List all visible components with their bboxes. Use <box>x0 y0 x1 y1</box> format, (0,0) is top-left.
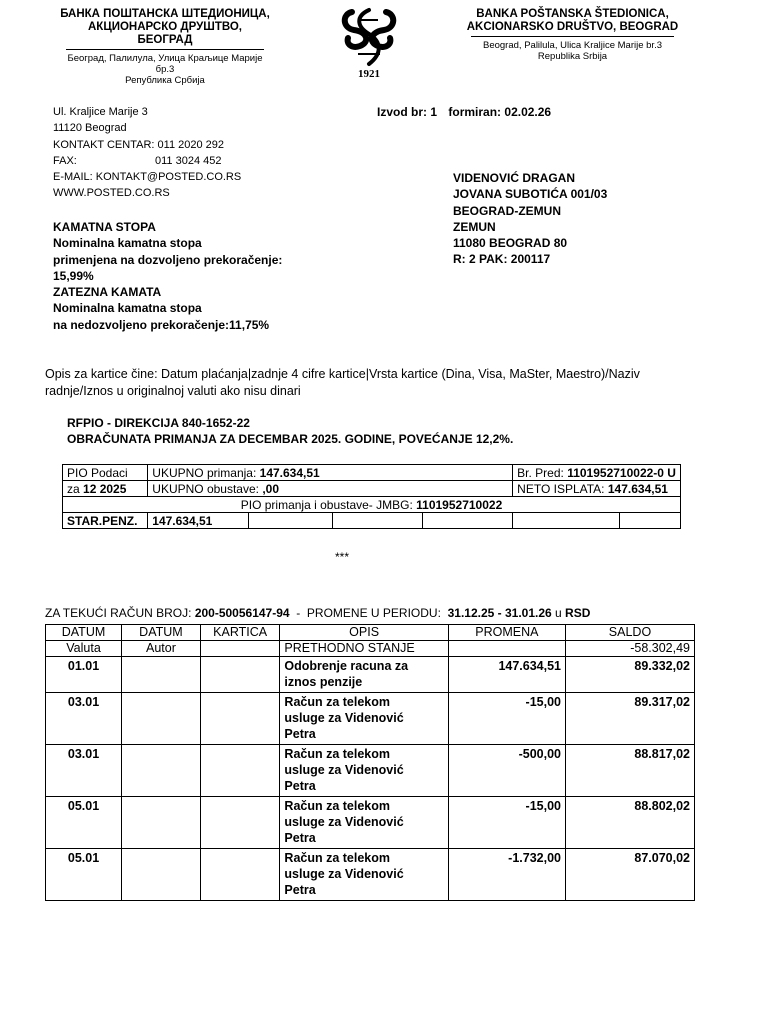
penalty-line2: na nedozvoljeno prekoračenje:11,75% <box>53 317 270 332</box>
pio-row <box>63 497 681 513</box>
opis-line: Petra <box>284 831 316 845</box>
opis-line: iznos penzije <box>284 675 363 689</box>
bank-website: WWW.POSTED.CO.RS <box>53 187 170 200</box>
row-autor <box>122 657 201 693</box>
row-autor <box>122 849 201 901</box>
jmbg-label: PIO primanja i obustave- JMBG: <box>240 497 417 512</box>
row-promena: 147.634,51 <box>448 657 565 693</box>
header-saldo: SALDO <box>566 625 695 641</box>
row-promena: -15,00 <box>448 693 565 745</box>
izvod-label: Izvod br: <box>377 105 427 119</box>
transactions-body <box>46 657 695 901</box>
ukupno-primanja-label: UKUPNO primanja: <box>152 465 260 480</box>
interest-title: KAMATNA STOPA <box>53 220 156 234</box>
client-street: JOVANA SUBOTIĆA 001/03 <box>453 187 608 202</box>
interest-rates <box>53 219 282 333</box>
currency-prefix: u <box>551 606 566 620</box>
client-address <box>453 170 607 268</box>
bank-phone-row <box>53 137 353 153</box>
row-kartica <box>200 745 280 797</box>
client-ref: R: 2 PAK: 200117 <box>453 252 551 267</box>
fax-value: 011 3024 452 <box>155 154 222 167</box>
opis-line: Račun za telekom <box>284 851 391 865</box>
account-header <box>45 606 590 620</box>
table-row <box>46 693 695 745</box>
logo-year: 1921 <box>358 68 380 80</box>
neto-isplata-label: NETO ISPLATA: <box>517 481 608 496</box>
bank-address-cyr-line1: Београд, Палилула, Улица Краљице Марије бр.3 <box>67 53 263 75</box>
row-saldo: 88.802,02 <box>566 797 695 849</box>
row-opis <box>280 693 448 745</box>
table-row <box>46 849 695 901</box>
header-kartica: KARTICA <box>200 625 280 641</box>
card-description-note <box>45 366 745 399</box>
row-opis <box>280 849 448 901</box>
card-note-line2: radnje/Iznos u originalnoj valuti ako nisu dinari <box>45 383 301 398</box>
opis-line: Petra <box>284 779 316 793</box>
rfpio-line1: RFPIO - DIREKCIJA 840-1652-22 <box>67 416 250 430</box>
pio-cell <box>148 465 513 481</box>
row-kartica <box>200 797 280 849</box>
opis-line: Odobrenje racuna za <box>284 659 409 673</box>
row-saldo: 88.817,02 <box>566 745 695 797</box>
row-autor <box>122 745 201 797</box>
row-autor <box>122 797 201 849</box>
row-date: 05.01 <box>46 797 122 849</box>
row-saldo: 87.070,02 <box>566 849 695 901</box>
subheader-prethodno-stanje: PRETHODNO STANJE <box>280 641 448 657</box>
ukupno-obustave-label: UKUPNO obustave: <box>152 481 263 496</box>
opis-line: usluge za Videnović <box>284 763 404 777</box>
pio-row <box>63 465 681 481</box>
account-number: 200-50056147-94 <box>194 606 290 620</box>
header-datum-autor: DATUM <box>122 625 201 641</box>
table-subheader-row <box>46 641 695 657</box>
bank-name-lat-line2: AKCIONARSKO DRUŠTVO, BEOGRAD <box>466 21 679 33</box>
row-opis <box>280 797 448 849</box>
bank-logo-icon <box>338 6 400 68</box>
neto-isplata-value: 147.634,51 <box>607 481 668 496</box>
pio-cell <box>63 465 148 481</box>
ukupno-primanja-value: 147.634,51 <box>259 465 320 480</box>
penalty-line1: Nominalna kamatna stopa <box>53 301 202 316</box>
bank-street: Ul. Kraljice Marije 3 <box>53 106 148 118</box>
table-row <box>46 745 695 797</box>
phone-label: KONTAKT CENTAR: <box>53 138 155 151</box>
row-kartica <box>200 849 280 901</box>
row-autor <box>122 693 201 745</box>
bank-city: 11120 Beograd <box>53 122 127 135</box>
bank-address-lat-line1: Beograd, Palilula, Ulica Kraljice Marije br.3 <box>483 40 662 51</box>
bank-email: E-MAIL: KONTAKT@POSTED.CO.RS <box>53 171 242 184</box>
interest-rate: 15,99% <box>53 268 94 283</box>
star-penz-label: STAR.PENZ. <box>67 513 138 528</box>
br-pred-value: 1101952710022-0 U <box>567 465 676 480</box>
opis-line: Petra <box>284 727 316 741</box>
opis-line: usluge za Videnović <box>284 815 404 829</box>
period-value: 12 2025 <box>83 481 127 496</box>
pio-podaci: PIO Podaci <box>67 465 128 480</box>
table-row <box>46 657 695 693</box>
rfpio-line2: OBRAČUNATA PRIMANJA ZA DECEMBAR 2025. GODINE, POVEĆANJE 12,2%. <box>67 432 514 447</box>
period-label: - PROMENE U PERIODU: <box>289 606 448 620</box>
phone-value: 011 2020 292 <box>157 138 225 151</box>
pio-cell <box>513 481 681 497</box>
formiran-date: 02.02.26 <box>504 105 552 119</box>
bank-name-cyr-line2: АКЦИОНАРСКО ДРУШТВО, БЕОГРАД <box>88 21 242 46</box>
row-saldo: 89.332,02 <box>566 657 695 693</box>
account-label: ZA TEKUĆI RAČUN BROJ: <box>45 606 195 620</box>
pio-table <box>62 464 681 529</box>
divider <box>66 49 264 50</box>
br-pred-label: Br. Pred: <box>517 465 568 480</box>
row-promena: -15,00 <box>448 797 565 849</box>
client-name: VIDENOVIĆ DRAGAN <box>453 171 576 185</box>
subheader-promena <box>448 641 565 657</box>
bank-contact <box>53 104 353 202</box>
card-note-line1: Opis za kartice čine: Datum plaćanja|zadnje 4 cifre kartice|Vrsta kartice (Dina, Visa, MaSter, Maestro)/Naziv <box>45 367 640 381</box>
pio-cell <box>620 513 681 529</box>
bank-address-lat-line2: Republika Srbija <box>537 51 608 62</box>
bank-name-lat-line1: BANKA POŠTANSKA ŠTEDIONICA, <box>476 8 669 20</box>
pio-cell <box>513 513 620 529</box>
bank-logo <box>338 6 400 80</box>
subheader-autor: Autor <box>122 641 201 657</box>
row-saldo: 89.317,02 <box>566 693 695 745</box>
formiran-label: formiran: <box>448 105 502 119</box>
client-municipality: ZEMUN <box>453 219 496 234</box>
row-promena: -500,00 <box>448 745 565 797</box>
row-date: 01.01 <box>46 657 122 693</box>
opis-line: Petra <box>284 883 316 897</box>
pio-cell <box>63 481 148 497</box>
divider <box>471 36 674 37</box>
pio-cell <box>332 513 422 529</box>
pio-cell <box>513 465 681 481</box>
pio-cell <box>248 513 332 529</box>
pio-row <box>63 481 681 497</box>
bank-fax-row <box>53 153 353 169</box>
row-kartica <box>200 657 280 693</box>
header-datum-valuta: DATUM <box>46 625 122 641</box>
currency: RSD <box>565 606 591 620</box>
subheader-valuta: Valuta <box>46 641 122 657</box>
pio-cell <box>148 513 249 529</box>
row-opis <box>280 657 448 693</box>
opis-line: Račun za telekom <box>284 799 391 813</box>
pio-row <box>63 513 681 529</box>
rfpio-block <box>67 415 513 448</box>
transactions-table <box>45 624 695 901</box>
opis-line: usluge za Videnović <box>284 711 404 725</box>
table-header-row <box>46 625 695 641</box>
client-area: BEOGRAD-ZEMUN <box>453 203 561 218</box>
interest-line1: Nominalna kamatna stopa <box>53 236 202 251</box>
separator: *** <box>335 550 350 564</box>
row-kartica <box>200 693 280 745</box>
opis-line: Račun za telekom <box>284 747 391 761</box>
opis-line: Račun za telekom <box>284 695 391 709</box>
statement-info <box>377 104 551 120</box>
pio-cell <box>63 497 681 513</box>
penalty-title: ZATEZNA KAMATA <box>53 285 162 300</box>
row-opis <box>280 745 448 797</box>
subheader-kartica <box>200 641 280 657</box>
row-date: 05.01 <box>46 849 122 901</box>
interest-line2: primenjena na dozvoljeno prekoračenje: <box>53 252 283 267</box>
subheader-saldo: -58.302,49 <box>566 641 695 657</box>
row-date: 03.01 <box>46 693 122 745</box>
star-penz-value: 147.634,51 <box>152 513 213 528</box>
period-range: 31.12.25 - 31.01.26 <box>447 606 552 620</box>
bank-name-cyr-line1: БАНКА ПОШТАНСКА ШТЕДИОНИЦА, <box>60 8 270 20</box>
jmbg-value: 1101952710022 <box>416 497 503 512</box>
pio-cell <box>148 481 513 497</box>
header-opis: OPIS <box>280 625 448 641</box>
row-date: 03.01 <box>46 745 122 797</box>
ukupno-obustave-value: ,00 <box>262 481 280 496</box>
izvod-number: 1 <box>430 105 438 119</box>
bank-header-latin <box>465 8 680 62</box>
row-promena: -1.732,00 <box>448 849 565 901</box>
table-row <box>46 797 695 849</box>
period-label: za <box>67 481 84 496</box>
pio-cell <box>63 513 148 529</box>
opis-line: usluge za Videnović <box>284 867 404 881</box>
pio-cell <box>422 513 512 529</box>
header-promena: PROMENA <box>448 625 565 641</box>
bank-address-cyr-line2: Република Србија <box>125 75 205 86</box>
client-postal: 11080 BEOGRAD 80 <box>453 236 568 251</box>
fax-label: FAX: <box>53 154 77 167</box>
bank-header-cyrillic <box>60 8 270 86</box>
